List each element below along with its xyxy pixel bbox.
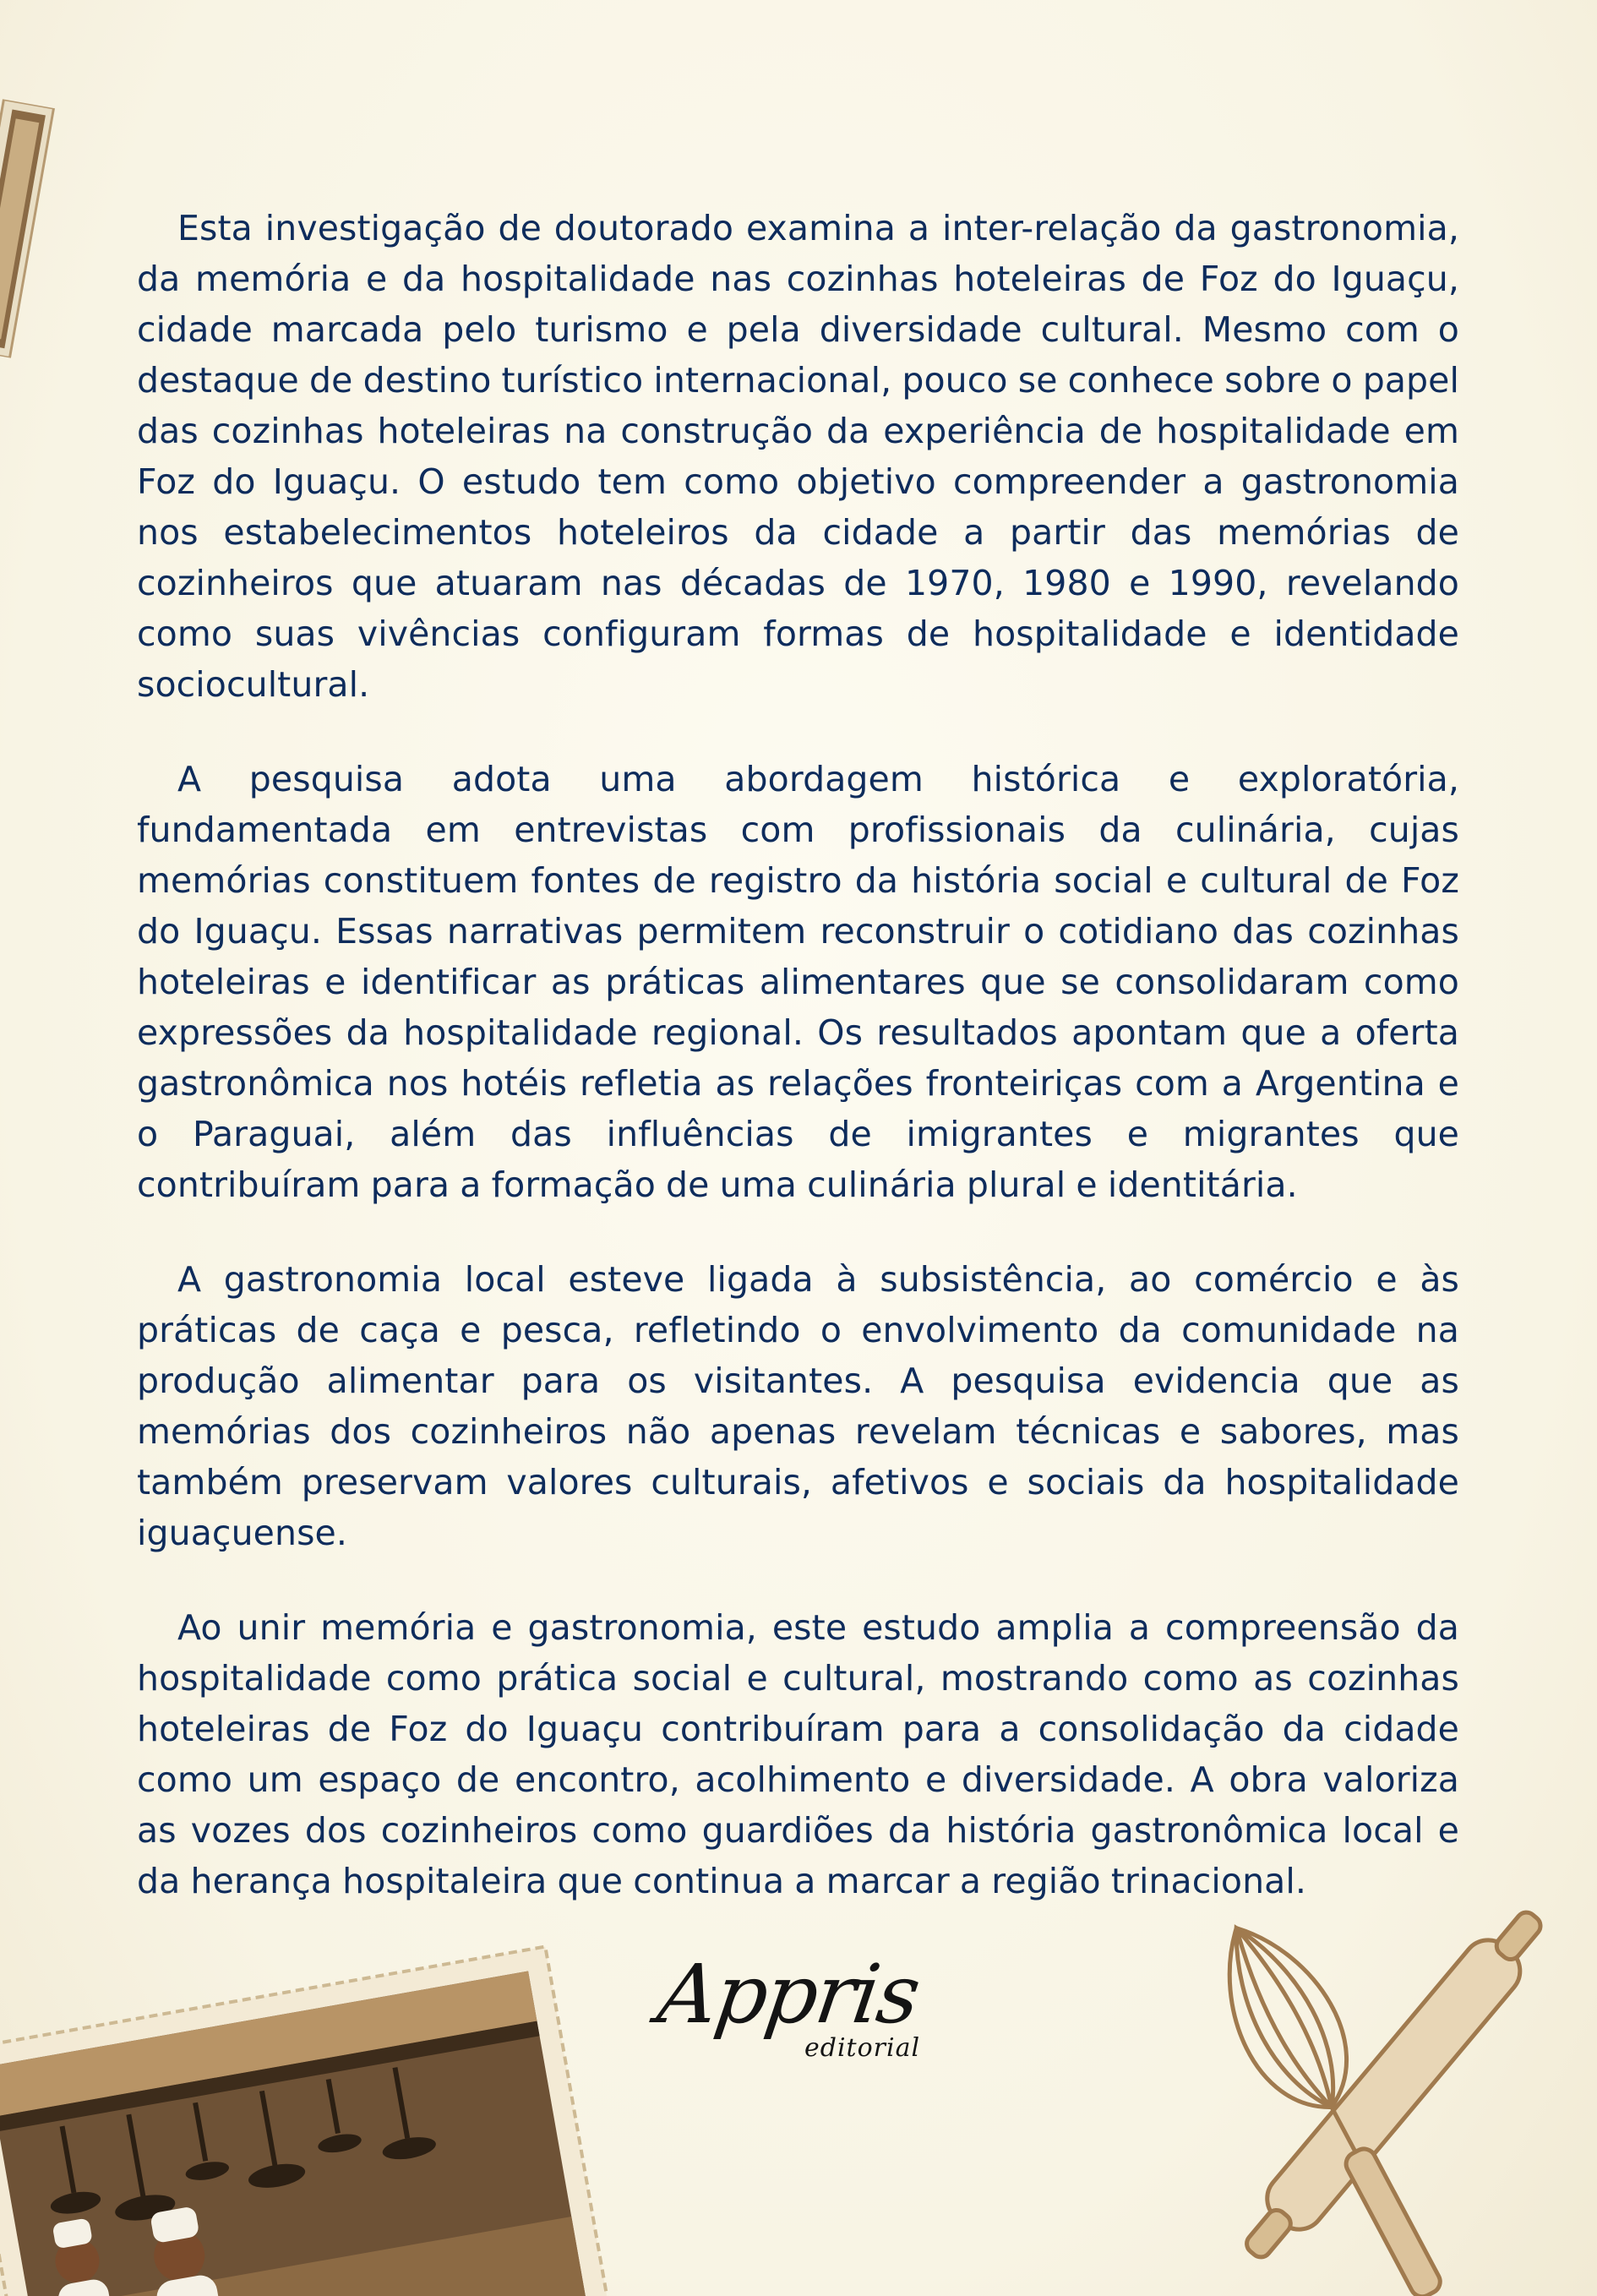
paragraph-3: A gastronomia local esteve ligada à subsistência, ao comércio e às práticas de caça e pesca, refletindo o envolvimento da comunidade na produção alimentar para os visitantes. A pesquisa evidencia que as memórias dos cozinheiros não apenas revelam técnicas e sabores, mas também preservam valores culturais, afetivos e sociais da hospitalidade iguaçuense. — [137, 1259, 1459, 1553]
paragraph-2: A pesquisa adota uma abordagem histórica e exploratória, fundamentada em entrevistas com profissionais da culinária, cujas memórias constituem fontes de registro da história social e cultural de Foz do Iguaçu. Essas narrativas permitem reconstruir o cotidiano das cozinhas hoteleiras e identificar as práticas alimentares que se consolidaram como expressões da hospitalidade regional. Os resultados apontam que a oferta gastronômica nos hotéis refletia as relações fronteiriças com a Argentina e o Paraguai, além das influências de imigrantes e migrantes que contribuíram para a formação de uma culinária plural e identitária. — [137, 759, 1459, 1205]
stamp-fragment-icon — [0, 98, 56, 358]
synopsis-text — [137, 203, 1459, 1950]
kitchen-stamp-illustration — [0, 1944, 608, 2296]
publisher-name: Appris — [652, 1947, 924, 2042]
paragraph-4: Ao unir memória e gastronomia, este estudo amplia a compreensão da hospitalidade como prática social e cultural, mostrando como as cozinhas hoteleiras de Foz do Iguaçu contribuíram para a consolidação da cidade como um espaço de encontro, acolhimento e diversidade. A obra valoriza as vozes dos cozinheiros como guardiões da história gastronômica local e da herança hospitaleira que continua a marcar a região trinacional. — [137, 1607, 1459, 1901]
whisk-and-rolling-pin-icon — [1124, 1851, 1597, 2296]
publisher-logo — [652, 1947, 946, 2075]
paragraph-1: Esta investigação de doutorado examina a inter-relação da gastronomia, da memória e da hospitalidade nas cozinhas hoteleiras de Foz do Iguaçu, cidade marcada pelo turismo e pela diversidade cultural. Mesmo com o destaque de destino turístico internacional, pouco se conhece sobre o papel das cozinhas hoteleiras na construção da experiência de hospitalidade em Foz do Iguaçu. O estudo tem como objetivo compreender a gastronomia nos estabelecimentos hoteleiros da cidade a partir das memórias de cozinheiros que atuaram nas décadas de 1970, 1980 e 1990, revelando como suas vivências configuram formas de hospitalidade e identidade sociocultural. — [137, 208, 1459, 705]
publisher-subtitle: editorial — [804, 2033, 921, 2063]
